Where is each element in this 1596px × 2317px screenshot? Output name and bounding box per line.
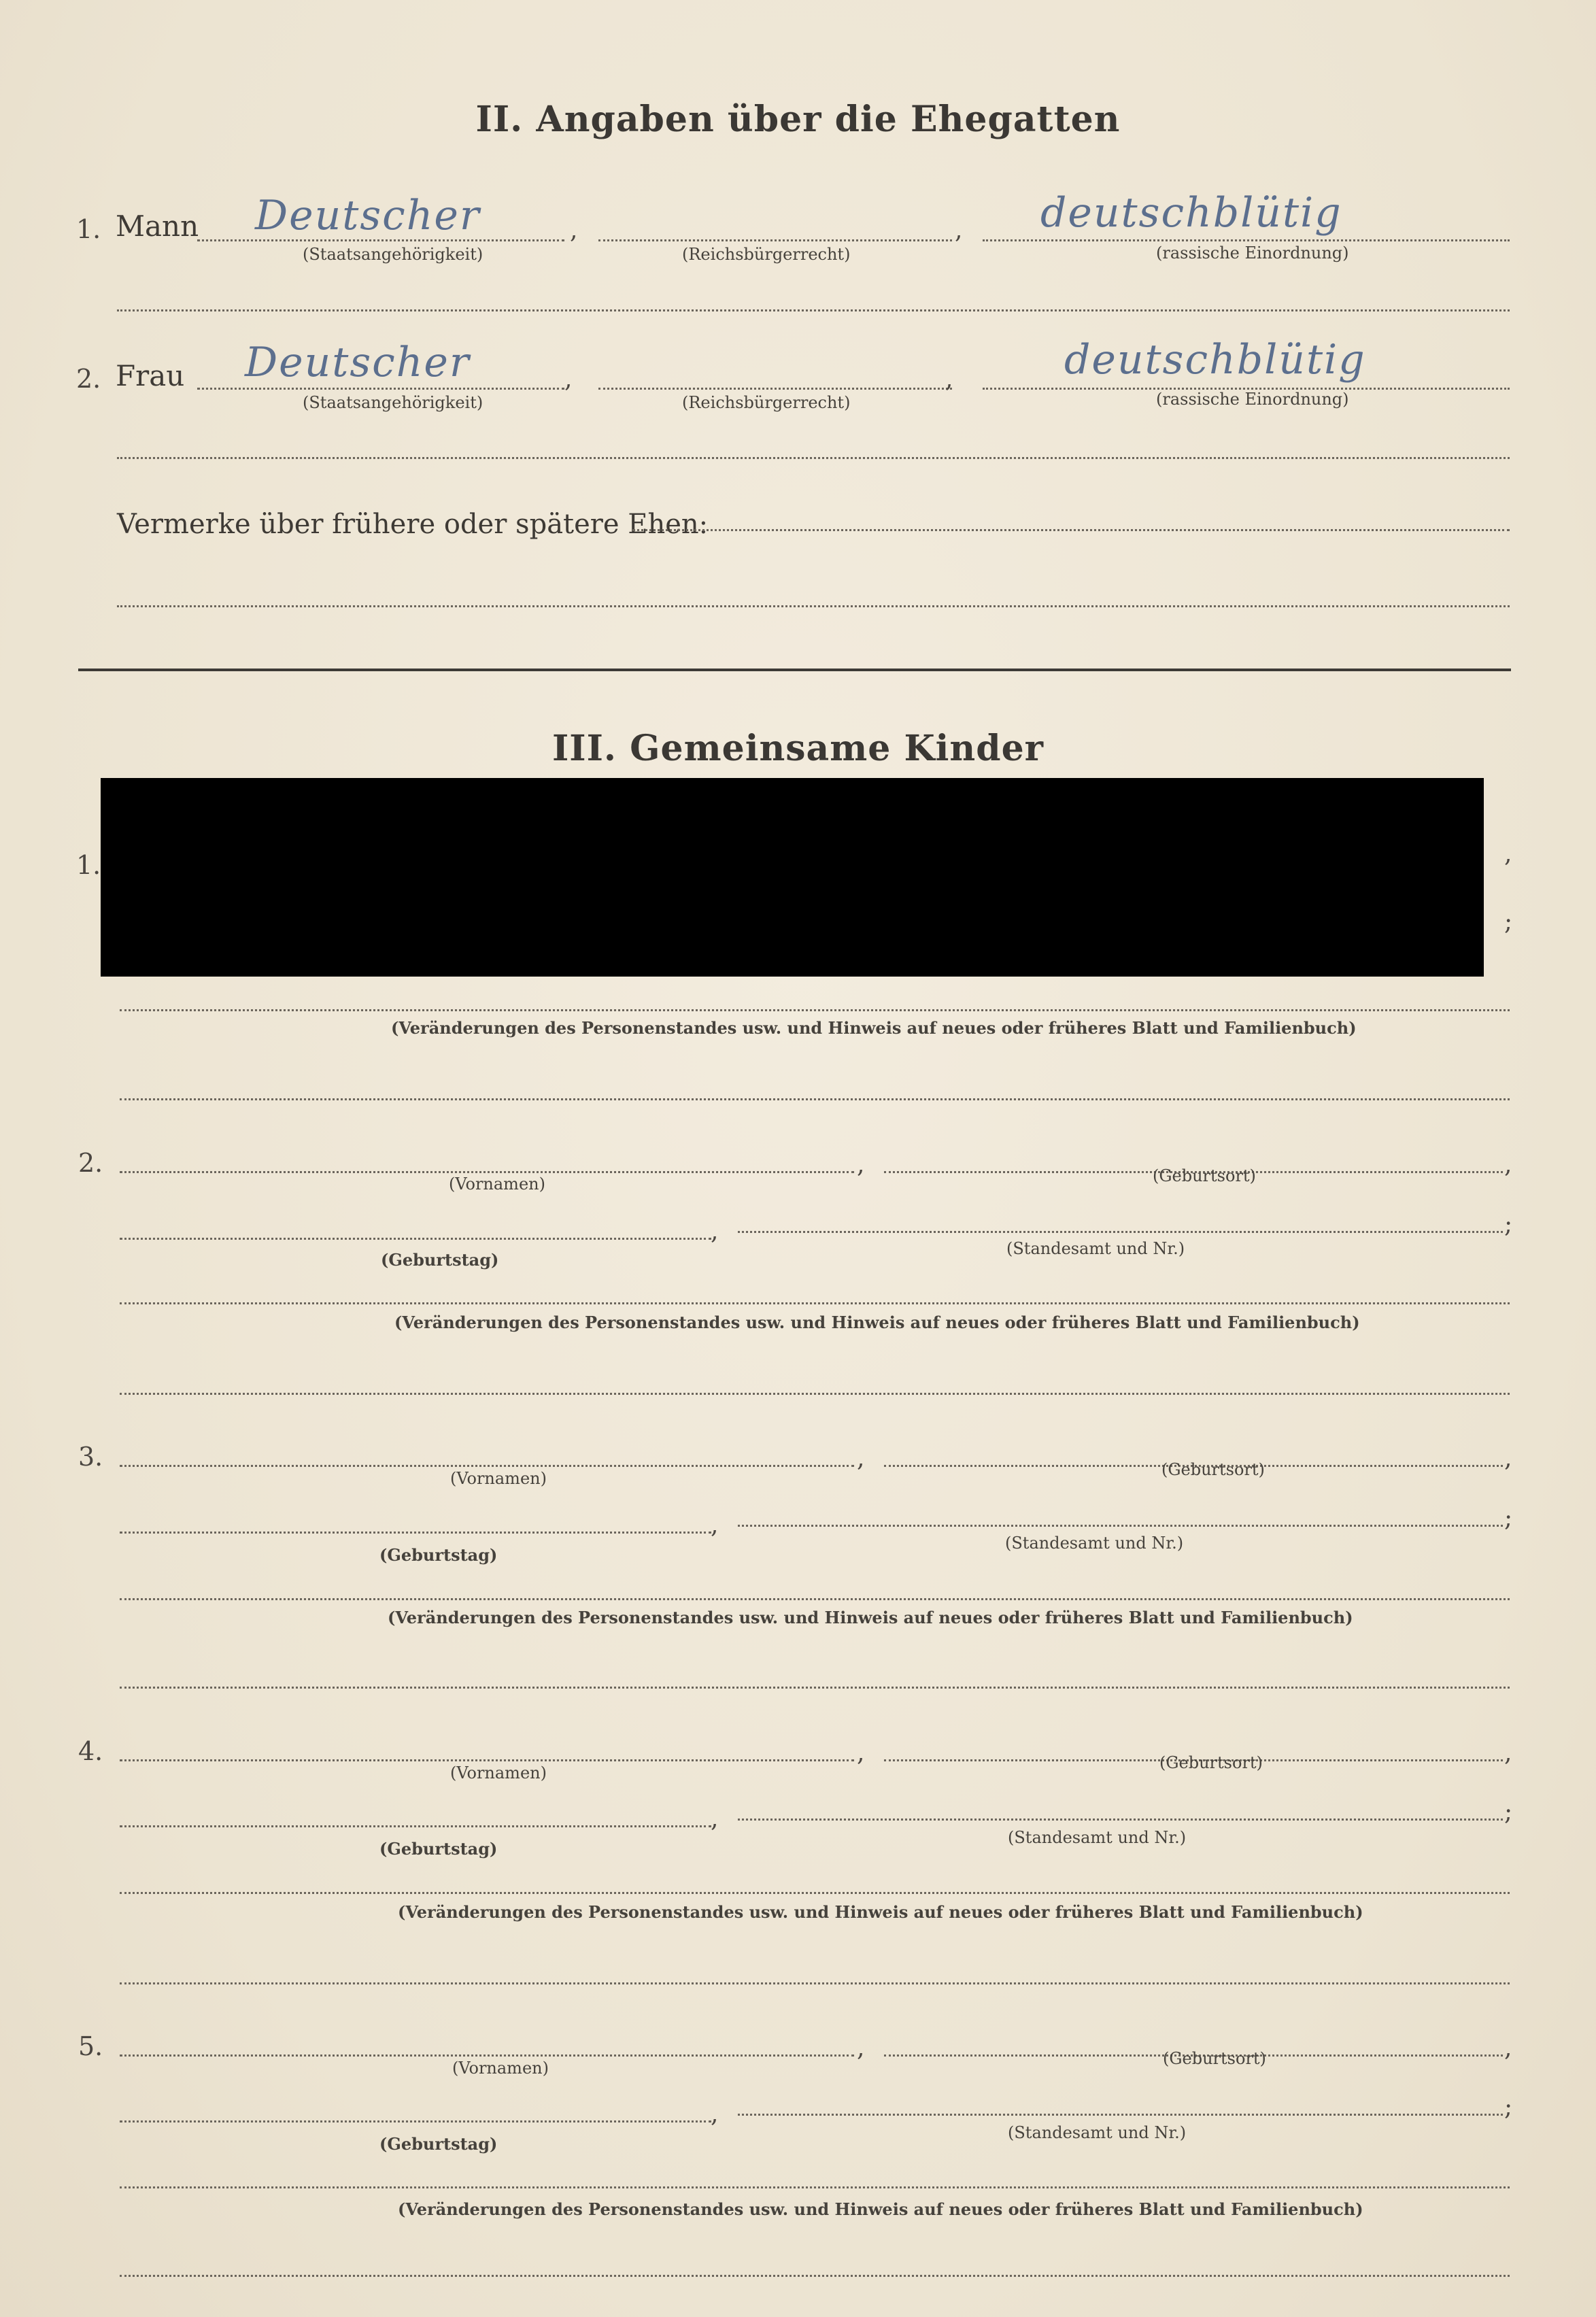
caption-registry: (Standesamt und Nr.) <box>1008 2123 1187 2142</box>
child-3-names-line[interactable] <box>120 1465 854 1467</box>
caption-racial: (rassische Einordnung) <box>1156 390 1349 409</box>
child-2-registry-line[interactable] <box>738 1231 1503 1233</box>
caption-first-names: (Vornamen) <box>450 1469 547 1488</box>
caption-first-names: (Vornamen) <box>452 2059 549 2078</box>
child-4-changes-line-1[interactable] <box>120 1892 1510 1894</box>
caption-reich: (Reichsbürgerrecht) <box>682 245 851 264</box>
comma: , <box>1504 840 1512 868</box>
caption-registry: (Standesamt und Nr.) <box>1008 1828 1187 1847</box>
semicolon: ; <box>1504 1504 1513 1532</box>
caption-first-names: (Vornamen) <box>450 1763 547 1782</box>
wife-reich-line[interactable] <box>598 388 952 390</box>
marriage-notes-line-2[interactable] <box>117 605 1510 607</box>
caption-birthdate: (Geburtstag) <box>379 1545 498 1565</box>
redaction-block <box>101 778 1484 977</box>
child-1-number: 1. <box>76 850 101 880</box>
husband-reich-line[interactable] <box>598 239 952 241</box>
husband-racial-line[interactable] <box>983 239 1510 241</box>
child-2-names-line[interactable] <box>120 1171 854 1173</box>
comma: , <box>857 1151 865 1179</box>
comma: , <box>570 216 578 244</box>
wife-label: Frau <box>116 359 185 392</box>
section-3-title: III. Gemeinsame Kinder <box>551 728 1045 769</box>
child-3-registry-line[interactable] <box>738 1525 1503 1527</box>
comma: , <box>711 1217 719 1245</box>
caption-birthdate: (Geburtstag) <box>379 2134 498 2154</box>
child-5-registry-line[interactable] <box>738 2114 1503 2116</box>
wife-citizenship-line[interactable] <box>197 388 564 390</box>
child-3-number: 3. <box>78 1442 103 1472</box>
comma: , <box>711 1805 719 1833</box>
comma: , <box>857 1444 865 1472</box>
caption-changes: (Veränderungen des Personenstandes usw. und Hinweis auf neues oder früheres Blatt und Familienbuch) <box>398 2199 1363 2219</box>
child-4-number: 4. <box>78 1736 103 1766</box>
husband-extra-line[interactable] <box>117 309 1510 311</box>
child-5-changes-line-1[interactable] <box>120 2186 1510 2188</box>
caption-birthplace: (Geburtsort) <box>1163 2049 1266 2068</box>
husband-racial-handwriting: deutschblütig <box>1040 189 1342 237</box>
caption-changes: (Veränderungen des Personenstandes usw. und Hinweis auf neues oder früheres Blatt und Familienbuch) <box>391 1018 1357 1038</box>
wife-number: 2. <box>76 364 101 394</box>
child-5-changes-line-2[interactable] <box>120 2275 1510 2277</box>
comma: , <box>857 2034 865 2062</box>
semicolon: ; <box>1504 1211 1513 1238</box>
semicolon: ; <box>1504 2093 1513 2121</box>
caption-racial: (rassische Einordnung) <box>1156 243 1349 263</box>
child-4-registry-line[interactable] <box>738 1819 1503 1821</box>
caption-birthdate: (Geburtstag) <box>381 1250 499 1270</box>
comma: , <box>711 2100 719 2128</box>
caption-birthplace: (Geburtsort) <box>1159 1753 1263 1772</box>
comma: , <box>945 365 953 393</box>
wife-extra-line[interactable] <box>117 457 1510 459</box>
comma: , <box>1504 1151 1512 1179</box>
caption-birthdate: (Geburtstag) <box>379 1839 498 1859</box>
child-5-number: 5. <box>78 2031 103 2061</box>
child-3-changes-line-1[interactable] <box>120 1598 1510 1600</box>
semicolon: ; <box>1504 908 1513 936</box>
child-5-birthdate-line[interactable] <box>120 2120 711 2122</box>
caption-birthplace: (Geburtsort) <box>1161 1460 1265 1479</box>
child-1-changes-line-1[interactable] <box>120 1009 1510 1011</box>
husband-label: Mann <box>116 209 199 243</box>
caption-registry: (Standesamt und Nr.) <box>1006 1239 1185 1258</box>
caption-citizenship: (Staatsangehörigkeit) <box>303 393 483 412</box>
caption-changes: (Veränderungen des Personenstandes usw. und Hinweis auf neues oder früheres Blatt und Familienbuch) <box>398 1902 1363 1922</box>
child-2-number: 2. <box>78 1148 103 1178</box>
child-4-birthdate-line[interactable] <box>120 1825 711 1827</box>
child-4-names-line[interactable] <box>120 1759 854 1761</box>
child-4-changes-line-2[interactable] <box>120 1982 1510 1984</box>
child-1-changes-line-2[interactable] <box>120 1098 1510 1100</box>
marriage-notes-label: Vermerke über frühere oder spätere Ehen: <box>117 509 709 540</box>
child-2-birthdate-line[interactable] <box>120 1238 711 1240</box>
child-5-names-line[interactable] <box>120 2054 854 2057</box>
caption-reich: (Reichsbürgerrecht) <box>682 393 851 412</box>
caption-first-names: (Vornamen) <box>449 1174 545 1194</box>
section-2-title: II. Angaben über die Ehegatten <box>475 99 1121 140</box>
wife-racial-handwriting: deutschblütig <box>1064 336 1366 384</box>
wife-citizenship-handwriting: Deutscher <box>245 339 471 386</box>
comma: , <box>1504 1444 1512 1472</box>
child-2-changes-line-2[interactable] <box>120 1393 1510 1395</box>
semicolon: ; <box>1504 1798 1513 1826</box>
comma: , <box>1504 1739 1512 1767</box>
child-3-birthdate-line[interactable] <box>120 1532 711 1534</box>
comma: , <box>857 1739 865 1767</box>
caption-citizenship: (Staatsangehörigkeit) <box>303 245 483 264</box>
caption-birthplace: (Geburtsort) <box>1153 1166 1256 1185</box>
caption-registry: (Standesamt und Nr.) <box>1005 1534 1184 1553</box>
comma: , <box>711 1511 719 1539</box>
child-3-changes-line-2[interactable] <box>120 1687 1510 1689</box>
husband-citizenship-line[interactable] <box>197 239 564 241</box>
child-2-changes-line-1[interactable] <box>120 1302 1510 1304</box>
marriage-notes-line-1[interactable] <box>632 529 1510 531</box>
section-divider <box>78 669 1511 671</box>
husband-citizenship-handwriting: Deutscher <box>255 192 481 239</box>
husband-number: 1. <box>76 214 101 244</box>
comma: , <box>955 216 963 244</box>
caption-changes: (Veränderungen des Personenstandes usw. und Hinweis auf neues oder früheres Blatt und Familienbuch) <box>388 1608 1353 1627</box>
comma: , <box>1504 2034 1512 2062</box>
caption-changes: (Veränderungen des Personenstandes usw. und Hinweis auf neues oder früheres Blatt und Familienbuch) <box>394 1313 1360 1332</box>
comma: , <box>564 365 573 393</box>
